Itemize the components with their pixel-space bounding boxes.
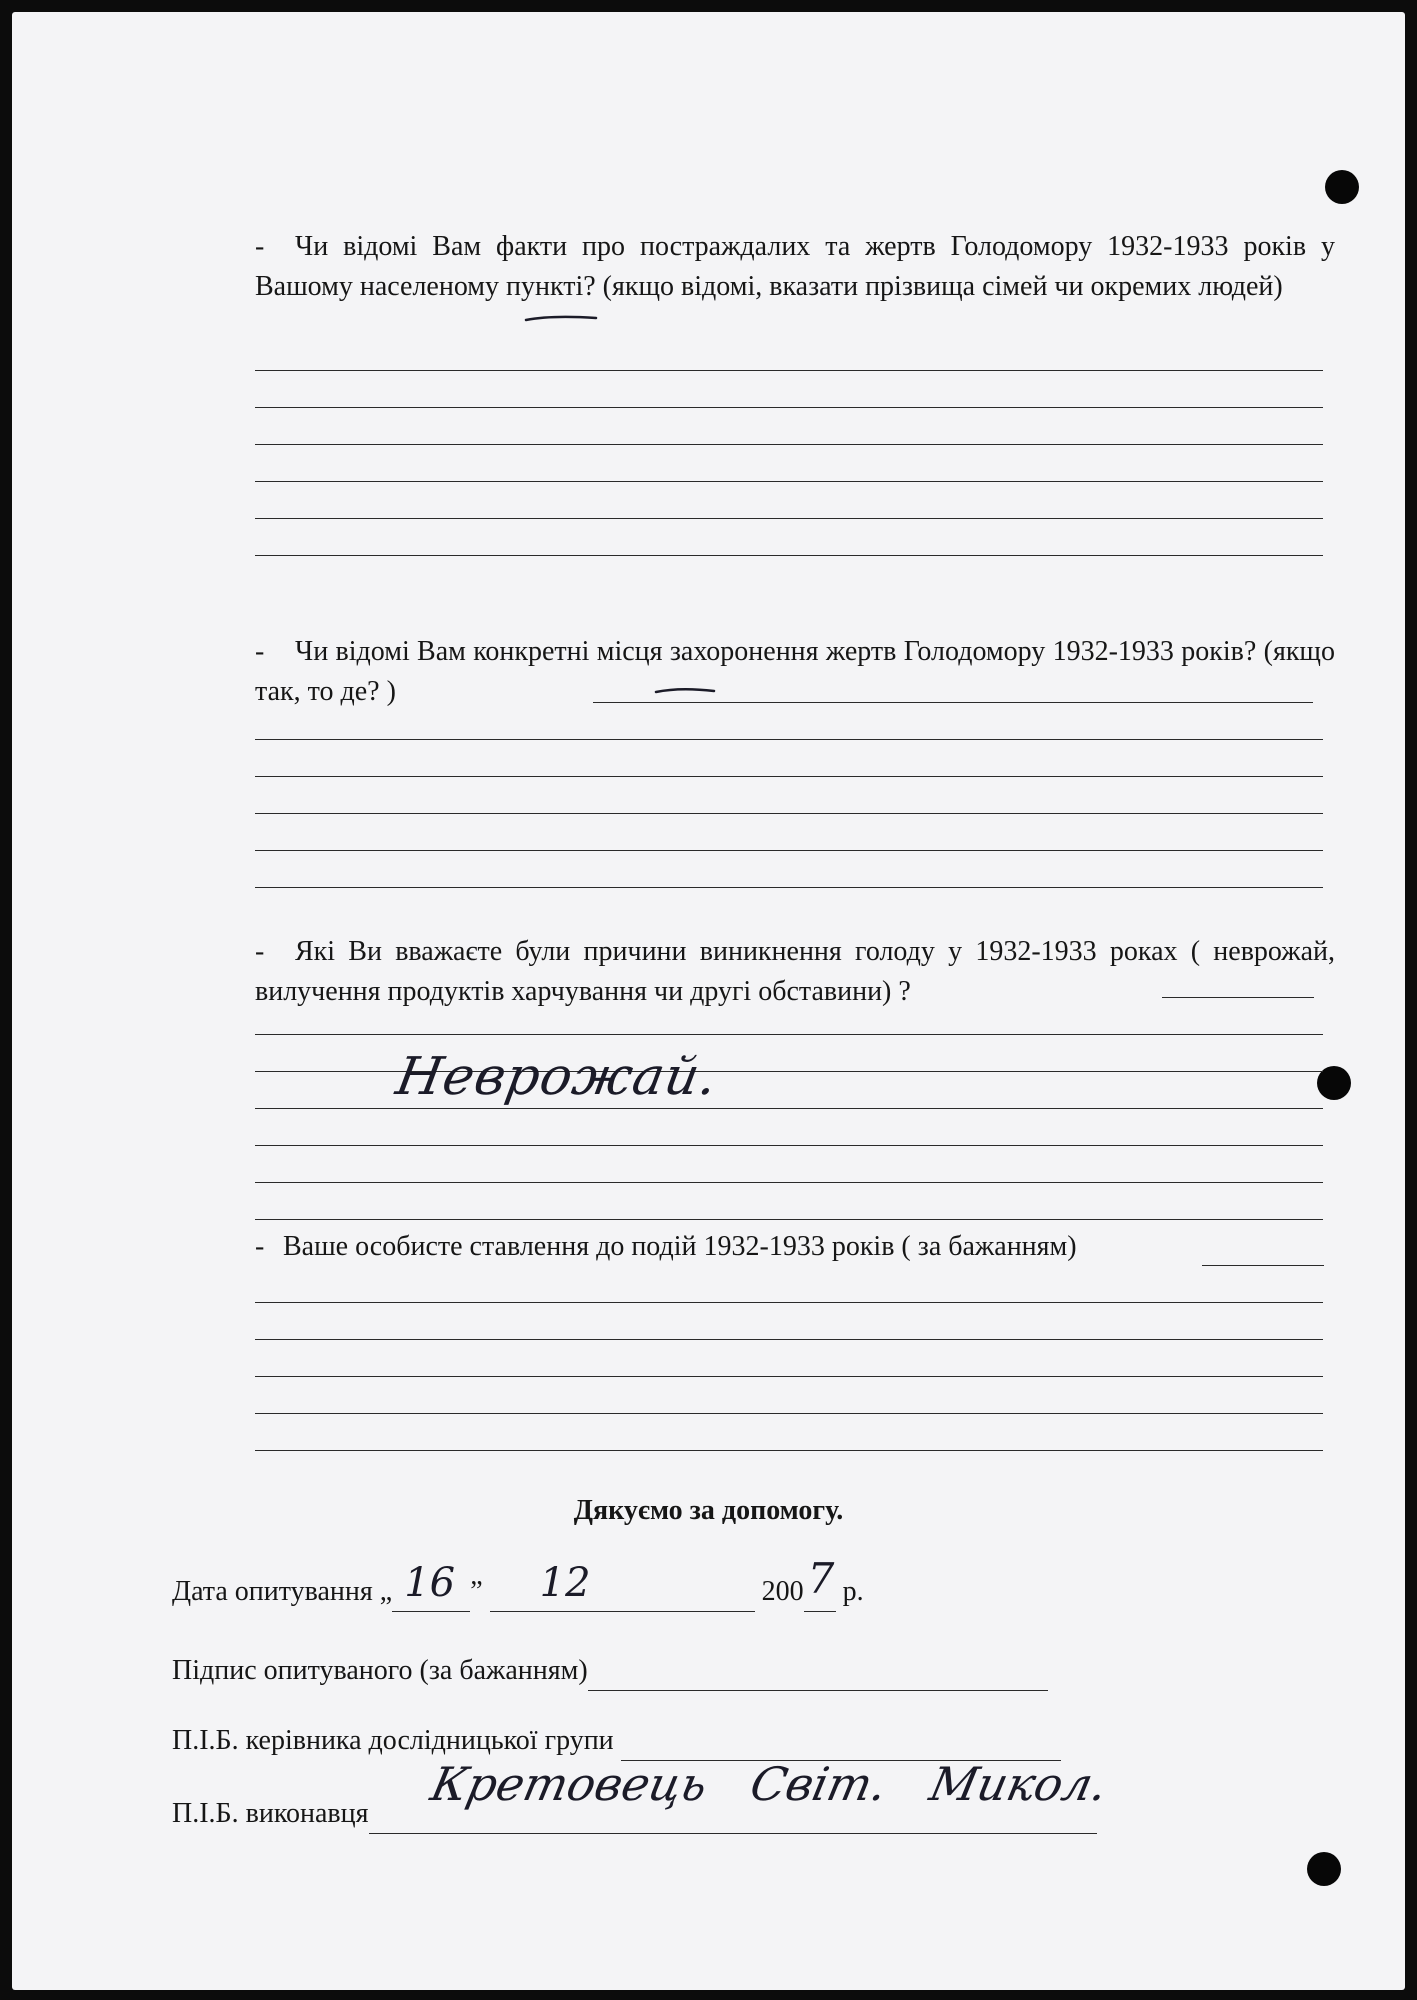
- answer-line: [593, 702, 1313, 703]
- answer-line: [255, 813, 1323, 814]
- group-leader-row: [172, 1721, 1061, 1761]
- question-dash: -: [255, 1231, 265, 1262]
- punch-hole-bottom: [1307, 1852, 1341, 1886]
- answer-line: [255, 1413, 1323, 1414]
- question-dash: -: [255, 231, 265, 262]
- question-text: Ваше особисте ставлення до подій 1932-1933 років ( за бажанням): [283, 1231, 1077, 1262]
- answer-line: [255, 1182, 1323, 1183]
- date-month-field: [490, 1560, 755, 1612]
- survey-date-row: [172, 1554, 864, 1612]
- date-year-suffix: р.: [842, 1576, 864, 1607]
- answer-line: [255, 481, 1323, 482]
- executor-handwritten-name: Кретовець Світ. Микол.: [426, 1757, 1113, 1811]
- question-famine-causes: [255, 932, 1335, 1012]
- answer-line: [255, 850, 1323, 851]
- signature-field: [588, 1660, 1048, 1691]
- answer-line: [255, 1302, 1323, 1303]
- question-dash: -: [255, 936, 265, 967]
- answer-line: [255, 444, 1323, 445]
- executor-label: П.І.Б. виконавця: [172, 1798, 369, 1829]
- date-month-value: 12: [539, 1560, 591, 1606]
- answer-line: [255, 739, 1323, 740]
- thanks-heading: Дякуємо за допомогу.: [573, 1495, 844, 1526]
- date-label: Дата опитування: [172, 1576, 373, 1607]
- question-victims-facts: [255, 227, 1335, 307]
- date-day-value: 16: [404, 1560, 456, 1606]
- question-text: Які Ви вважаєте були причини виникнення голоду у 1932-1933 роках ( неврожай, вилучення продуктів харчування чи другі обставини) ?: [255, 936, 1335, 1007]
- question-text: Чи відомі Вам конкретні місця захоронення жертв Голодомору 1932-1933 років? (якщо так, то де? ): [255, 636, 1335, 707]
- questionnaire-page: [12, 12, 1405, 1990]
- answer-line: [255, 1339, 1323, 1340]
- date-year-digit: 7: [807, 1554, 835, 1603]
- date-open-quote: „: [379, 1576, 393, 1607]
- answer-line: [1202, 1265, 1324, 1266]
- leader-label: П.І.Б. керівника дослідницької групи: [172, 1725, 614, 1756]
- answer-line: [255, 1376, 1323, 1377]
- answer-line: [255, 1145, 1323, 1146]
- date-year-field: [804, 1554, 836, 1612]
- answer-line: [255, 887, 1323, 888]
- answer-line: [255, 1034, 1323, 1035]
- question-text: Чи відомі Вам факти про постраждалих та жертв Голодомору 1932-1933 років у Вашому населеному пункті? (якщо відомі, вказати прізвища сімей чи окремих людей): [255, 231, 1335, 302]
- question-dash: -: [255, 636, 265, 667]
- answer-line: [255, 555, 1323, 556]
- signature-label: Підпис опитуваного (за бажанням): [172, 1655, 588, 1686]
- handwritten-answer-famine-cause: Неврожай.: [391, 1047, 723, 1107]
- answer-line: [255, 1450, 1323, 1451]
- question-burial-places: [255, 632, 1335, 712]
- handwritten-dash-answer: [652, 684, 722, 698]
- respondent-signature-row: [172, 1651, 1048, 1691]
- answer-line: [1162, 997, 1314, 998]
- answer-line: [255, 776, 1323, 777]
- question-personal-attitude: [255, 1227, 1335, 1267]
- handwritten-dash-answer: [522, 312, 602, 326]
- answer-line: [255, 407, 1323, 408]
- date-day-field: [392, 1560, 470, 1612]
- punch-hole-top: [1325, 170, 1359, 204]
- date-year-prefix: 200: [761, 1576, 804, 1607]
- answer-line: [255, 518, 1323, 519]
- answer-line: [255, 370, 1323, 371]
- answer-line: [255, 1108, 1323, 1109]
- answer-line: [255, 1219, 1323, 1220]
- date-close-quote: ”: [470, 1576, 483, 1607]
